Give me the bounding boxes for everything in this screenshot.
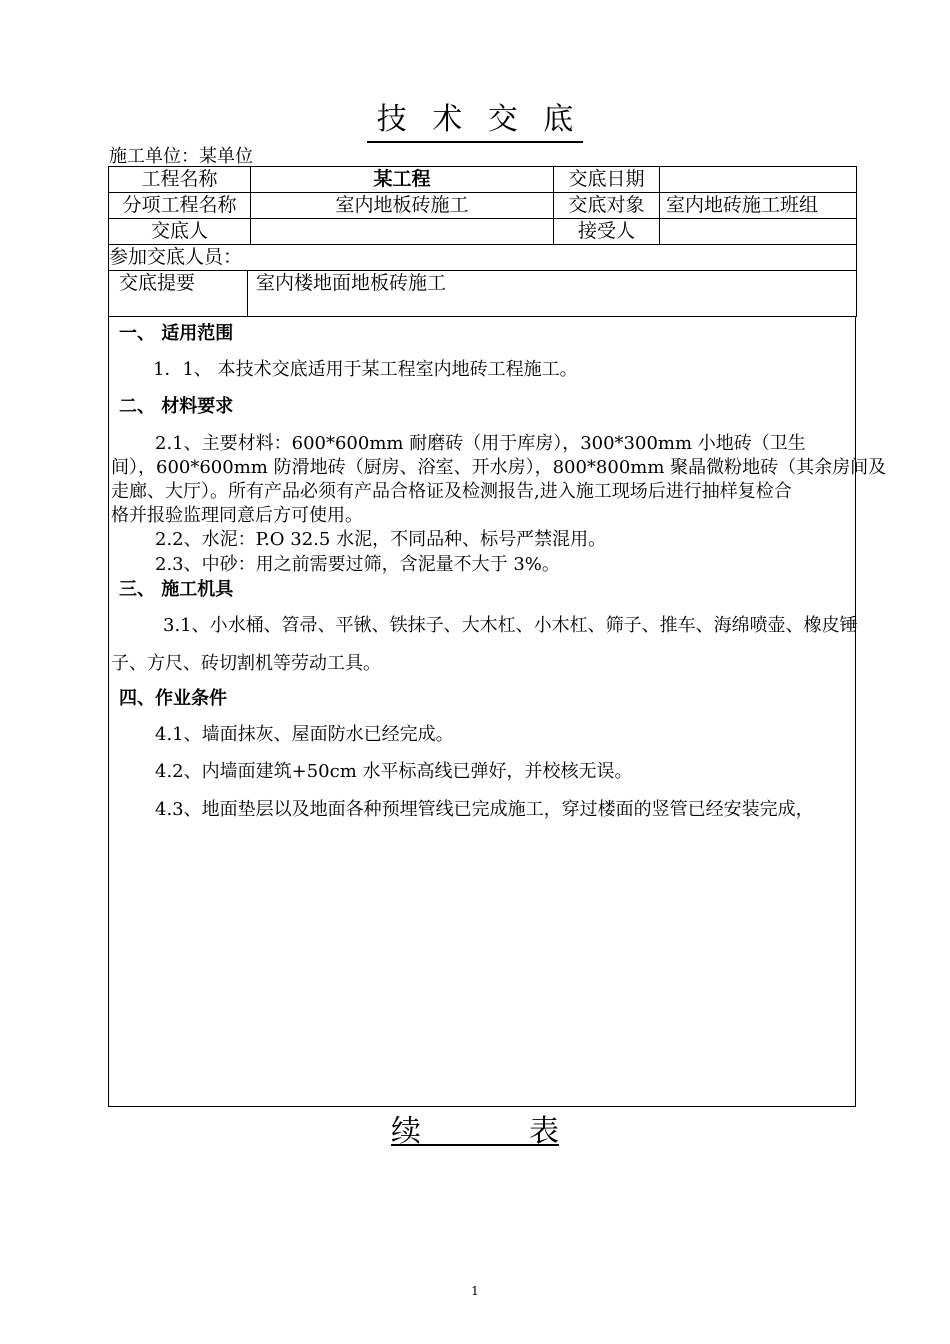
page-number: 1 [471, 1284, 479, 1298]
sub-project-label: 分项工程名称 [109, 193, 251, 219]
section-3-para-1-line-2: 子、方尺、砖切割机等劳动工具。 [111, 653, 381, 674]
summary-label: 交底提要 [109, 271, 248, 316]
sub-project-value: 室内地板砖施工 [251, 193, 554, 219]
section-4-title: 四、作业条件 [119, 688, 227, 709]
info-table [108, 166, 857, 317]
section-2-para-2: 2.2、水泥：P.O 32.5 水泥，不同品种、标号严禁混用。 [155, 529, 607, 550]
target-value: 室内地砖施工班组 [660, 193, 857, 219]
section-1-para-1: 1．1、 本技术交底适用于某工程室内地砖工程施工。 [153, 359, 578, 380]
date-value [660, 167, 857, 193]
summary-row [109, 271, 857, 317]
content-area [108, 317, 887, 1107]
giver-value [251, 219, 554, 245]
section-2-para-1-line-2: 间），600*600mm 防滑地砖（厨房、浴室、开水房），800*800mm 聚晶微粉地砖（其余房间及 [111, 457, 887, 478]
receiver-value [660, 219, 857, 245]
section-3-para-1-line-1: 3.1、小水桶、笤帚、平锹、铁抹子、大木杠、小木杠、筛子、推车、海绵喷壶、橡皮锤 [163, 615, 858, 636]
project-name-value: 某工程 [251, 167, 554, 193]
date-label: 交底日期 [554, 167, 660, 193]
construction-unit: 施工单位：某单位 [109, 146, 253, 167]
receiver-label: 接受人 [554, 219, 660, 245]
section-2-para-1-line-4: 格并报验监理同意后方可使用。 [111, 505, 363, 526]
target-label: 交底对象 [554, 193, 660, 219]
summary-value: 室内楼地面地板砖施工 [256, 272, 447, 294]
section-2-para-3: 2.3、中砂：用之前需要过筛，含泥量不大于 3%。 [155, 554, 560, 575]
section-1-title: 一、 适用范围 [119, 323, 234, 344]
section-4-para-2: 4.2、内墙面建筑+50cm 水平标高线已弹好，并校核无误。 [155, 761, 633, 782]
continued-left: 续 [391, 1114, 421, 1149]
section-4-para-1: 4.1、墙面抹灰、屋面防水已经完成。 [155, 724, 454, 745]
giver-label: 交底人 [109, 219, 251, 245]
section-2-para-1-line-3: 走廊、大厅）。所有产品必须有产品合格证及检测报告,进入施工现场后进行抽样复检合 [111, 481, 792, 502]
continued-right: 表 [529, 1114, 559, 1149]
continued-heading [0, 1106, 950, 1154]
document-title: 技 术 交 底 [0, 94, 950, 138]
project-name-label: 工程名称 [109, 167, 251, 193]
participants-label: 参加交底人员： [109, 245, 857, 271]
section-4-para-3: 4.3、地面垫层以及地面各种预埋管线已完成施工，穿过楼面的竖管已经安装完成， [155, 799, 814, 820]
section-3-title: 三、 施工机具 [119, 579, 234, 600]
section-2-title: 二、 材料要求 [119, 396, 234, 417]
section-2-para-1-line-1: 2.1、主要材料：600*600mm 耐磨砖（用于库房），300*300mm 小地砖（卫生 [155, 433, 806, 454]
